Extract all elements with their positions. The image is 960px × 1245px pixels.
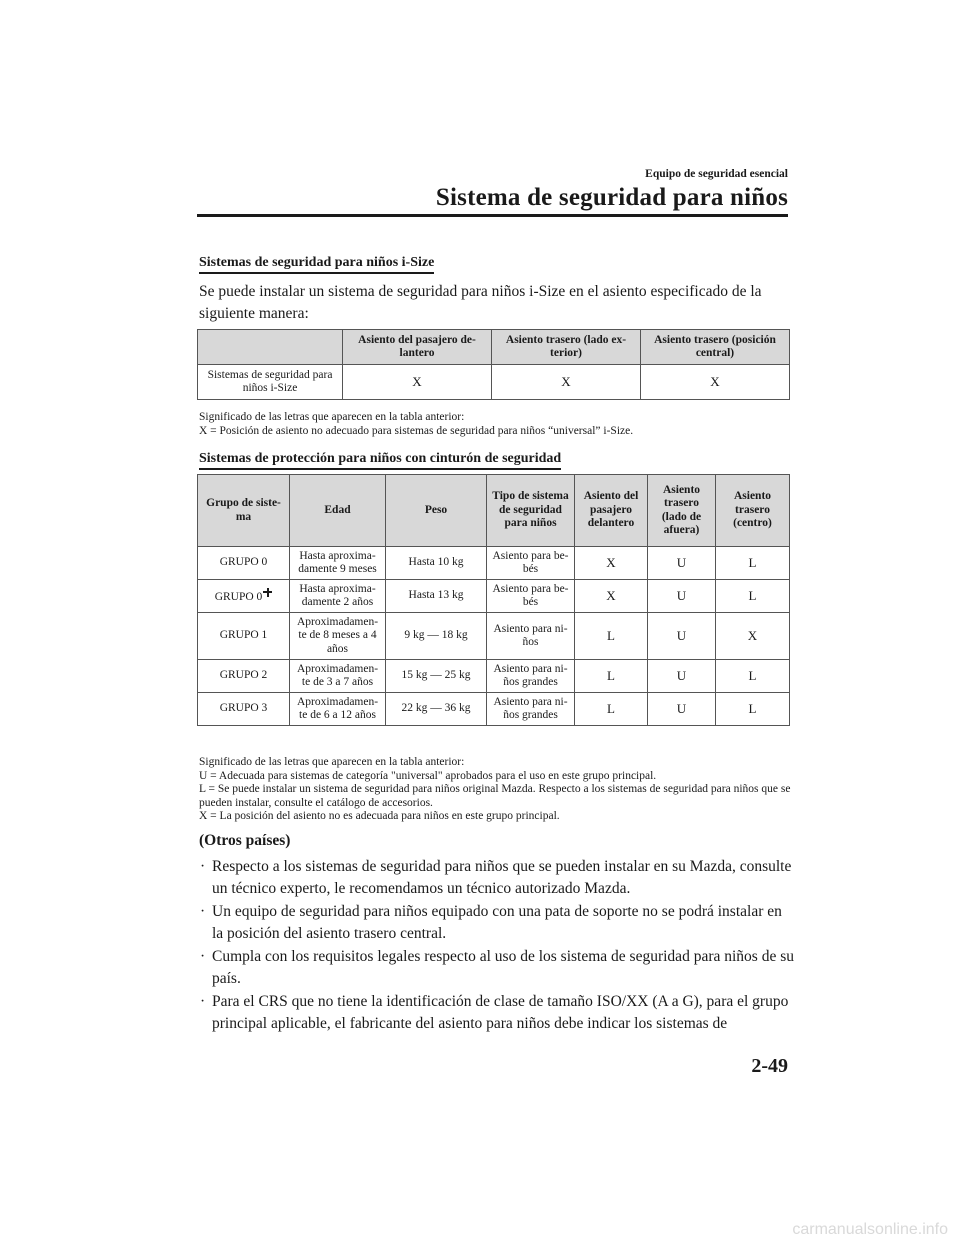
table-cell: Asiento para ni-ños grandes	[487, 660, 575, 693]
column-header: Asiento trasero (centro)	[716, 475, 790, 547]
table-cell: L	[575, 660, 648, 693]
table-cell: Asiento para ni-ños	[487, 613, 575, 660]
table-cell: Hasta aproxima-damente 9 meses	[290, 547, 386, 580]
table-cell: L	[716, 693, 790, 726]
chapter-label: Equipo de seguridad esencial	[645, 168, 788, 180]
column-header: Asiento trasero (posición central)	[641, 330, 790, 365]
section-heading-isize: Sistemas de seguridad para niños i-Size	[199, 255, 434, 274]
column-header: Grupo de siste-ma	[198, 475, 290, 547]
column-header: Tipo de sistema de seguridad para niños	[487, 475, 575, 547]
table-cell: 15 kg ― 25 kg	[386, 660, 487, 693]
table-cell: Hasta 13 kg	[386, 580, 487, 613]
table-cell: Hasta aproxima-damente 2 años	[290, 580, 386, 613]
table-cell: GRUPO 2	[198, 660, 290, 693]
table-cell: GRUPO 1	[198, 613, 290, 660]
bullet-dot: ·	[200, 993, 206, 1010]
legend-line: L = Se puede instalar un sistema de seguridad para niños original Mazda. Respecto a los sistemas de seguridad para niños que se pueden instalar, consulte el catálogo de accesorios.	[199, 783, 791, 809]
table-cell: U	[648, 660, 716, 693]
column-header: Peso	[386, 475, 487, 547]
table-row	[198, 365, 790, 400]
legend-line: X = La posición del asiento no es adecuada para niños en este grupo principal.	[199, 810, 560, 822]
column-header	[198, 330, 343, 365]
table-cell: 22 kg ― 36 kg	[386, 693, 487, 726]
table-header-row	[198, 475, 790, 547]
table-cell: Hasta 10 kg	[386, 547, 487, 580]
page-number: 2-49	[751, 1055, 788, 1077]
list-item-text: Un equipo de seguridad para niños equipado con una pata de soporte no se podrá instalar en la posición del asiento trasero central.	[212, 903, 782, 942]
column-header: Asiento trasero (lado ex-terior)	[492, 330, 641, 365]
table-cell: L	[716, 580, 790, 613]
page-title: Sistema de seguridad para niños	[435, 184, 788, 211]
column-header: Asiento del pasajero de-lantero	[343, 330, 492, 365]
table-cell: Sistemas de seguridad para niños i-Size	[198, 365, 343, 400]
table-cell: U	[648, 693, 716, 726]
table-cell: L	[575, 693, 648, 726]
table-header-row	[198, 330, 790, 365]
other-countries-list	[199, 856, 794, 1036]
table-cell: GRUPO 3	[198, 693, 290, 726]
table-cell: L	[716, 660, 790, 693]
table-cell: L	[716, 547, 790, 580]
legend-line: U = Adecuada para sistemas de categoría "universal" aprobados para el uso en este grupo principal.	[199, 769, 657, 782]
legend-line: Significado de las letras que aparecen en la tabla anterior:	[199, 756, 465, 768]
table-cell: U	[648, 547, 716, 580]
table-cell: L	[575, 613, 648, 660]
list-item	[199, 991, 794, 1035]
belt-table	[197, 474, 790, 726]
watermark: carmanualsonline.info	[792, 1221, 948, 1238]
list-item	[199, 946, 794, 990]
list-item	[199, 856, 794, 900]
table-cell: 9 kg ― 18 kg	[386, 613, 487, 660]
table-cell: X	[575, 580, 648, 613]
column-header: Asiento del pasajero delantero	[575, 475, 648, 547]
isize-table	[197, 329, 790, 400]
column-header: Edad	[290, 475, 386, 547]
table-cell: GRUPO 0	[198, 547, 290, 580]
table-row	[198, 613, 790, 660]
bullet-dot: ·	[200, 903, 206, 920]
table-cell: Aproximadamen-te de 8 meses a 4 años	[290, 613, 386, 660]
header-rule	[197, 214, 788, 217]
group-label: GRUPO 0	[214, 590, 263, 603]
bullet-dot: ·	[200, 948, 206, 965]
table-cell: X	[492, 365, 641, 400]
other-countries-heading: (Otros países)	[199, 832, 291, 849]
legend-line: X = Posición de asiento no adecuado para sistemas de seguridad para niños “universal” i-Size.	[199, 424, 634, 437]
table-row	[198, 660, 790, 693]
table-cell: X	[575, 547, 648, 580]
table-cell: Aproximadamen-te de 6 a 12 años	[290, 693, 386, 726]
table-cell: X	[641, 365, 790, 400]
table-cell: U	[648, 613, 716, 660]
isize-intro-paragraph: Se puede instalar un sistema de seguridad para niños i-Size en el asiento especificado de la siguiente manera:	[199, 283, 762, 322]
table-cell: X	[716, 613, 790, 660]
table-cell	[198, 580, 290, 613]
table-cell: Asiento para be-bés	[487, 547, 575, 580]
table-cell: Aproximadamen-te de 3 a 7 años	[290, 660, 386, 693]
table-row	[198, 547, 790, 580]
table-cell: Asiento para ni-ños grandes	[487, 693, 575, 726]
list-item-text: Respecto a los sistemas de seguridad para niños que se pueden instalar en su Mazda, consulte un técnico experto, le recomendamos un técnico autorizado Mazda.	[212, 858, 792, 897]
isize-legend	[199, 411, 794, 438]
list-item-text: Cumpla con los requisitos legales respecto al uso de los sistema de seguridad para niños de su país.	[212, 948, 794, 987]
table-cell: Asiento para be-bés	[487, 580, 575, 613]
section-heading-belt: Sistemas de protección para niños con cinturón de seguridad	[199, 451, 561, 470]
list-item	[199, 901, 794, 945]
belt-legend	[199, 756, 794, 824]
bullet-dot: ·	[200, 858, 206, 875]
table-row	[198, 693, 790, 726]
table-row	[198, 580, 790, 613]
plus-icon	[263, 588, 272, 597]
table-cell: U	[648, 580, 716, 613]
table-cell: X	[343, 365, 492, 400]
list-item-text: Para el CRS que no tiene la identificación de clase de tamaño ISO/XX (A a G), para el grupo principal aplicable, el fabricante del asiento para niños debe indicar los sistemas de	[212, 993, 789, 1032]
column-header: Asiento trasero (lado de afuera)	[648, 475, 716, 547]
legend-line: Significado de las letras que aparecen en la tabla anterior:	[199, 411, 465, 423]
